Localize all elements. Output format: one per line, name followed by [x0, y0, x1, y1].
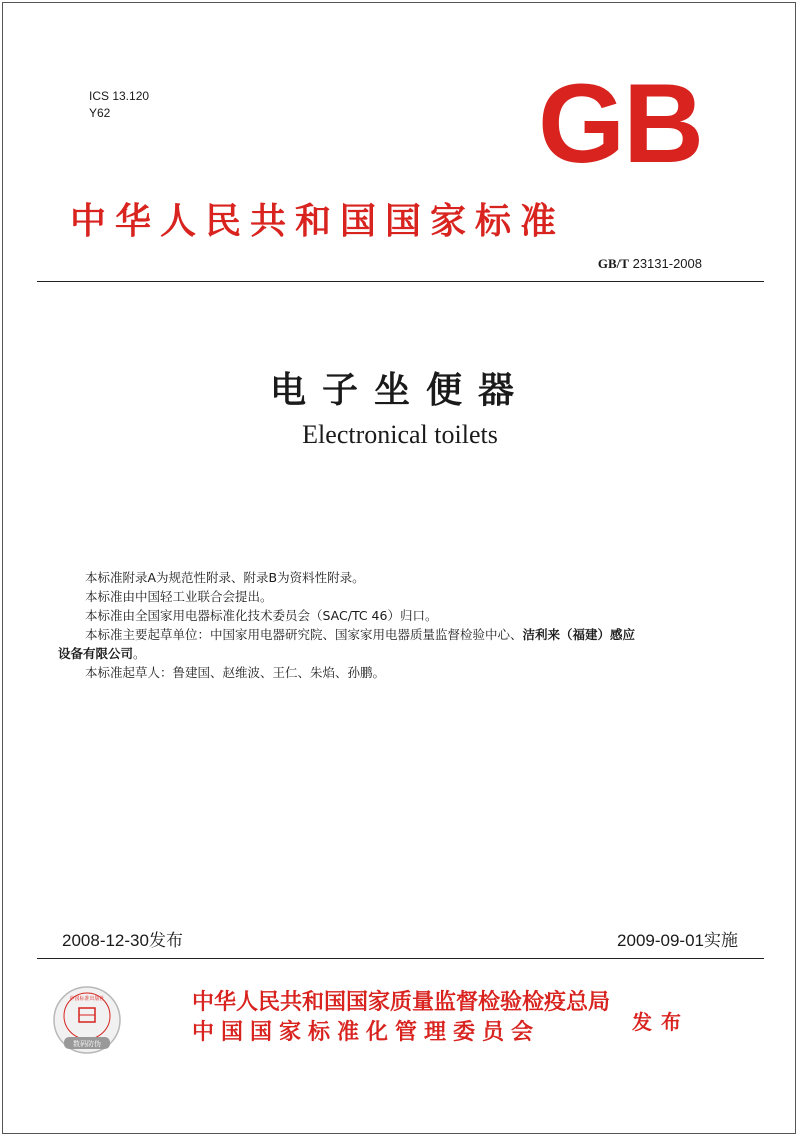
classification-codes — [89, 88, 149, 122]
foreword — [58, 568, 758, 682]
drafting-units: 本标准主要起草单位：中国家用电器研究院、国家家用电器质量监督检验中心、 — [85, 627, 523, 642]
issuing-authorities — [192, 988, 610, 1048]
seal-ring-text: 中国标准出版社 — [69, 996, 105, 1002]
category-code: Y62 — [89, 106, 111, 120]
drafting-unit-bold-cont: 设备有限公司 — [58, 646, 134, 661]
seal-label: 数码防伪 — [73, 1040, 101, 1048]
effective-date: 2009-09-01实施 — [617, 931, 738, 950]
standard-number — [598, 256, 702, 272]
issuer-aqsiq: 中华人民共和国国家质量监督检验检疫总局 — [192, 990, 611, 1015]
foreword-line: 本标准由中国轻工业联合会提出。 — [85, 589, 273, 604]
document-title-zh: 电子坐便器 — [269, 370, 530, 411]
period: 。 — [133, 646, 146, 661]
foreword-line: 本标准起草人：鲁建国、赵维波、王仁、朱焰、孙鹏。 — [85, 665, 386, 680]
standard-number-prefix: GB/T — [597, 256, 629, 271]
foreword-line — [58, 625, 758, 644]
document-title-en: Electronical toilets — [302, 420, 498, 449]
national-standard-title: 中华人民共和国国家标准 — [70, 201, 566, 242]
foreword-line: 本标准附录A为规范性附录、附录B为资料性附录。 — [85, 570, 365, 585]
foreword-line — [58, 644, 758, 663]
issuer-sac: 中国国家标准化管理委员会 — [192, 1020, 541, 1045]
foreword-line: 本标准由全国家用电器标准化技术委员会（SAC/TC 46）归口。 — [85, 608, 438, 623]
anti-counterfeit-seal — [52, 985, 122, 1055]
top-divider — [37, 281, 764, 282]
issue-date: 2008-12-30发布 — [62, 931, 183, 950]
gb-logo: GB — [538, 61, 702, 186]
publish-label: 发布 — [632, 1010, 690, 1034]
ics-code: ICS 13.120 — [89, 89, 150, 103]
bottom-divider — [37, 958, 764, 959]
standard-number-value: 23131-2008 — [632, 256, 702, 271]
drafting-unit-bold: 洁利来（福建）感应 — [522, 627, 636, 642]
